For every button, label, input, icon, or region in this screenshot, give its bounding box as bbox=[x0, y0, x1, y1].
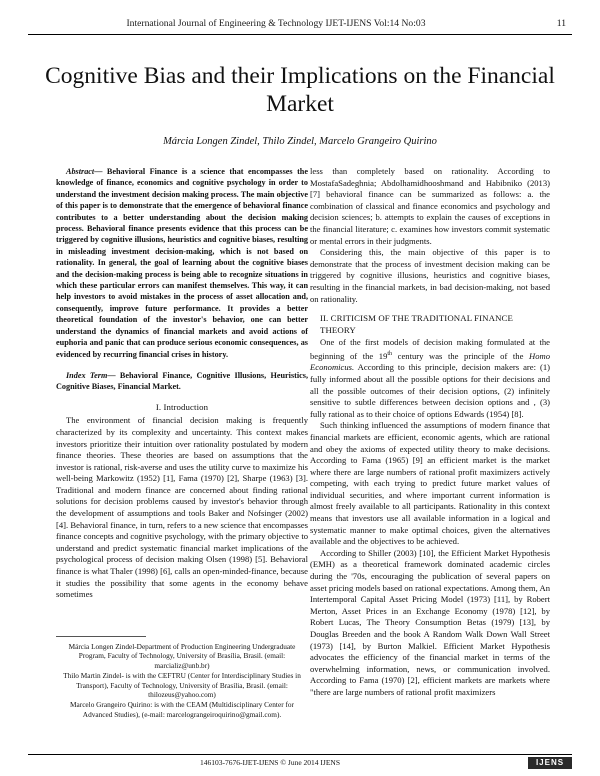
right-paragraph-3 bbox=[310, 337, 550, 420]
paper-authors: Márcia Longen Zindel, Thilo Zindel, Marcelo Grangeiro Quirino bbox=[163, 136, 437, 147]
section-heading-introduction: I. Introduction bbox=[155, 401, 209, 412]
header-rule bbox=[28, 34, 572, 35]
para3-end: According to this principle, decision makers are: (1) fully informed about all the possible options for their decisions and all the possible outcomes of their decision options, (2) infinitely sensitive to subtle differences between decision options and , (3) fully rational as to their choice of options Edwards (1954) [8]. bbox=[310, 362, 550, 419]
abstract bbox=[56, 166, 308, 360]
page-header bbox=[28, 18, 572, 36]
left-column bbox=[56, 166, 308, 601]
page-footer bbox=[28, 754, 572, 772]
para3-start: One of the first models of decision making formulated at the beginning of the 19 bbox=[310, 337, 550, 361]
right-paragraph-4: Such thinking influenced the assumptions of modern finance that financial markets are efficient, economic agents, which are rational and obey the axioms of expected utility theory to make decisions. According to Fama (1965) [9] an efficient market is the market where there are large numbers of rational profit maximizers actively competing, with each trying to predict future market values of individual securities, and where important current information is almost freely available to all participants. Rationality in this context means that investors use all available information in a logical and systematic manner to make optimal choices, given the alternatives available and the objectives to be achieved. bbox=[310, 420, 550, 547]
index-terms bbox=[56, 370, 308, 393]
para3-superscript: th bbox=[387, 350, 393, 357]
abstract-label: Abstract bbox=[66, 167, 95, 176]
para3-mid: century was the principle of the bbox=[392, 350, 529, 361]
right-paragraph-1: less than completely based on rationality. According to MostafaSadeghnia; Abdolhamidhooshmand and Habibniko (2013) [7] behavioral finance can be summarized as follows: a. the combination of classical and finance economics and psychology and decision sciences; b. attempts to explain the causes of exceptions in the financial literature; c. examines how investors commit systematic or mental errors in their judgments. bbox=[310, 166, 550, 246]
section-heading-criticism: II. CRITICISM OF THE TRADITIONAL FINANCE THEORY bbox=[320, 313, 513, 335]
footnote-2: Thilo Martin Zindel- is with the CEFTRU (Center for Interdisciplinary Studies in Transport), Faculty of Technology, University of Brasília, Brasil. (email: thilozeus@yahoo.com) bbox=[63, 671, 301, 700]
journal-name: International Journal of Engineering & Technology IJET-IJENS Vol:14 No:03 bbox=[126, 18, 426, 29]
right-paragraph-2: Considering this, the main objective of this paper is to demonstrate that the process of investment decision making can be triggered by cognitive illusions, heuristics and cognitive biases, resulting in the financial markets, in bad decision-making, not based on rationality. bbox=[310, 247, 550, 304]
abstract-text: — Behavioral Finance is a science that encompasses the knowledge of finance, economics and cognitive psychology in order to understand the investment decision making process. The main objective of this paper is to demonstrate that the emergence of behavioral finance contributes to a better understanding about the decision making process. Behavioral finance presents evidence that this process can be triggered by cognitive illusions, heuristics and cognitive biases, resulting in misleading investment decision-making, which is not based on rationality. In general, the goal of learning about the cognitive biases and the decision-making process is being able to recognize situations in which these particular errors can manifest themselves. This way, it can help investors to avoid mistakes in the process of asset allocation and, consequently, improve future performance. It provides a better theoretical foundation of the investor's behavior, one can better understand the dynamics of financial markets and avoid actions of euphoria and panic that can produce serious economic consequences, as evidenced by recurring financial crises in history. bbox=[56, 167, 308, 359]
page-number: 11 bbox=[556, 18, 566, 29]
footnote-1: Márcia Longen Zindel-Department of Production Engineering Undergraduate Program, Faculty of Technology, University of Brasília, Brasil. (email: marcializ@unb.br) bbox=[68, 642, 296, 670]
introduction-text: The environment of financial decision making is frequently characterized by its complexity and uncertainty. This context makes investors prioritize their intuition over rationality postulated by modern finance theories. These theories are based on assumptions that the investor is rational, risk-averse and uses the utility curve to maximize his well-being Markowitz (1952) [1], Fama (1970) [2], Sharpe (1963) [3]. Traditional and modern finance are concerned about finding rational solutions for decision problems caused by investor's behavior through the development of assumptions and tools Baker and Nofsinger (2002) [4]. Behavioral finance, in turn, refers to a new science that encompasses finance concepts and cognitive psychology, with the primary objective to understand and predict systematic financial market implications of the psychological process of decision making Olsen (1998) [5]. Behavioral finance is what Thaler (1998) [6], calls an open-minded-finance, because it studies the possibility that some agents in the economy behave sometimes bbox=[56, 415, 308, 600]
homo-economicus: Homo Economicus. bbox=[310, 350, 551, 373]
index-terms-text: — Behavioral Finance, Cognitive Illusions, Heuristics, Cognitive Biases, Financial Market. bbox=[56, 370, 309, 392]
footnote-rule bbox=[56, 636, 146, 637]
index-terms-label: Index Term bbox=[66, 370, 108, 380]
ijens-logo: IJENS bbox=[528, 757, 572, 769]
paper-title: Cognitive Bias and their Implications on the Financial Market bbox=[45, 63, 555, 117]
right-column bbox=[310, 166, 550, 699]
footnotes bbox=[56, 642, 308, 720]
footer-rule bbox=[28, 754, 572, 755]
footnote-3: Marcelo Grangeiro Quirino: is with the CEAM (Multidisciplinary Center for Advanced Studies), (e-mail: marcelograngeiroquirino@gmail.com). bbox=[70, 700, 294, 719]
right-paragraph-5: According to Shiller (2003) [10], the Efficient Market Hypothesis (EMH) as a theoretical framework dominated academic circles during the '70s, encouraging the publication of several papers on asset pricing models based on rational expectations. Among them, An Intertemporal Capital Asset Pricing Model (1973) [11], by Robert Merton, Asset Prices in an Exchange Economy (1978) [12], by Robert Lucas, The Theory Consumption Betas (1979) [13], by Douglas Breeden and the book A Random Walk Down Wall Street (1973) [14], by Burton Malkiel. Efficient Market Hypothesis advocates the efficiency of the financial market in terms of the overwhelming information, news, or communication involved. According to Fama (1970) [2], efficient markets are markets where "there are large numbers of rational profit maximizers bbox=[310, 547, 550, 697]
issn-line: 146103-7676-IJET-IJENS © June 2014 IJENS bbox=[200, 758, 340, 767]
